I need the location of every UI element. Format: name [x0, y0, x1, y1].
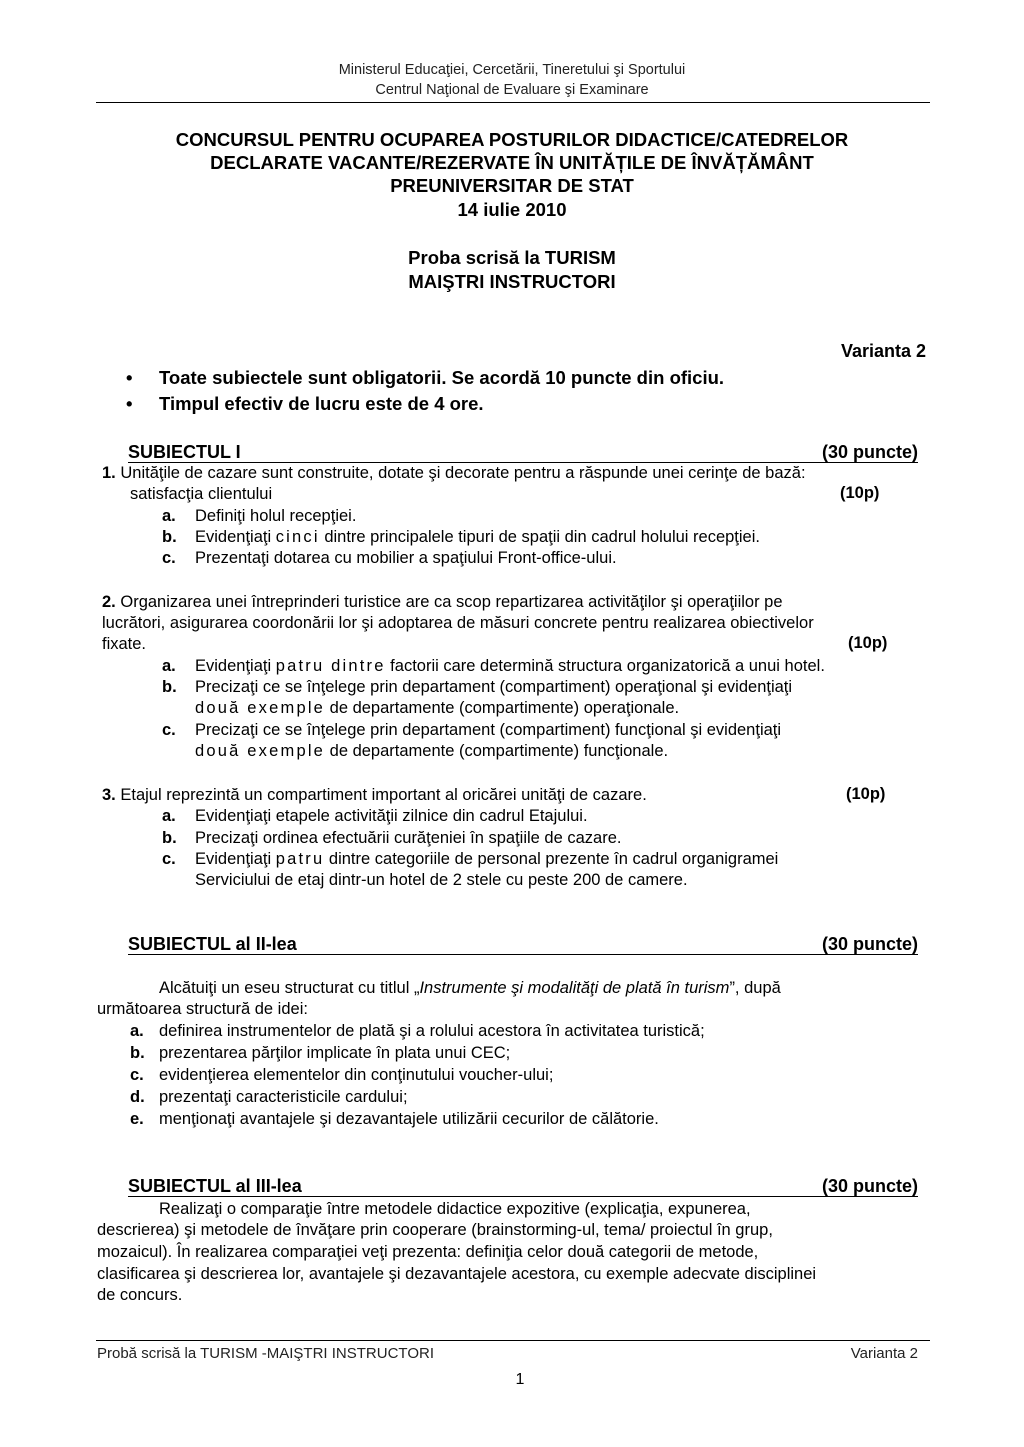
question-2-item-b-line-2: două exemple de departamente (compartimente) operaţionale. — [195, 699, 680, 717]
question-3-item-c-line-2: Serviciului de etaj dintr-un hotel de 2 stele cu peste 200 de camere. — [195, 871, 688, 889]
essay-item-letter: a. — [130, 1022, 144, 1040]
question-2-line-3: fixate. — [102, 635, 147, 653]
essay-item: definirea instrumentelor de plată şi a rolului acestora în activitatea turistică; — [159, 1022, 705, 1040]
bullet-icon: • — [126, 367, 133, 388]
title-line-1: CONCURSUL PENTRU OCUPAREA POSTURILOR DIDACTICE/CATEDRELOR — [175, 129, 849, 150]
essay-item: prezentarea părţilor implicate în plata unui CEC; — [159, 1044, 511, 1062]
essay-instruction-line-2: următoarea structură de idei: — [97, 1000, 308, 1018]
essay-item-letter: b. — [130, 1044, 145, 1062]
comparison-line: mozaicul). În realizarea comparaţiei veţi prezenta: definiţia celor două categorii de metode, — [97, 1243, 759, 1261]
question-1-item-a-text: Definiţi holul recepţiei. — [195, 507, 357, 525]
question-points: (10p) — [846, 785, 886, 803]
essay-instruction: Alcătuiţi un eseu structurat cu titlul „Instrumente şi modalităţi de plată în turism”, după — [159, 979, 781, 997]
question-2-item-b-text: Precizaţi ce se înţelege prin departament (compartiment) operaţional şi evidenţiaţi — [195, 678, 793, 696]
essay-item: evidenţierea elementelor din conţinutului voucher-ului; — [159, 1066, 554, 1084]
question-2-item-c-line-2: două exemple de departamente (compartimente) funcţionale. — [195, 742, 669, 760]
bullet-icon: • — [126, 393, 133, 414]
question-2-item-a: a. — [162, 657, 176, 675]
question-2-item-b: b. — [162, 678, 177, 696]
header-center: Centrul Naţional de Evaluare şi Examinare — [375, 82, 649, 98]
exam-subject: Proba scrisă la TURISM — [408, 247, 616, 268]
page-number: 1 — [515, 1371, 525, 1388]
section-points: (30 puncte) — [821, 934, 918, 954]
question-2-line-2: lucrători, asigurarea coordonării lor şi adoptarea de măsuri concrete pentru realizarea obiectivelor — [102, 614, 814, 632]
question-1: 1. Unităţile de cazare sunt construite, dotate şi decorate pentru a răspunde unei cerinţe de bază: — [102, 464, 806, 482]
exam-category: MAIŞTRI INSTRUCTORI — [408, 271, 616, 292]
question-2: 2. Organizarea unei întreprinderi turistice are ca scop repartizarea activităţilor şi operaţiilor pe — [102, 593, 783, 611]
question-1-item-c-text: Prezentaţi dotarea cu mobilier a spaţiului Front-office-ului. — [195, 549, 617, 567]
question-3-item-c-text: Evidenţiaţi patru dintre categoriile de personal prezente în cadrul organigramei — [195, 850, 779, 868]
section-header-3 — [128, 1174, 918, 1197]
question-3-item-b-text: Precizaţi ordinea efectuării curăţeniei în spaţiile de cazare. — [195, 829, 622, 847]
rule-item: • Timpul efectiv de lucru este de 4 ore. — [126, 393, 484, 414]
question-1-line-2: satisfacţia clientului — [130, 485, 273, 503]
essay-item: prezentaţi caracteristicile cardului; — [159, 1088, 408, 1106]
essay-item-letter: c. — [130, 1066, 144, 1084]
footer-divider — [96, 1340, 930, 1341]
question-1-item-a: a. — [162, 507, 176, 525]
comparison-line: descrierea) şi metodele de învăţare prin cooperare (brainstorming-ul, tema/ proiectul în grup, — [97, 1221, 773, 1239]
title-line-3: PREUNIVERSITAR DE STAT — [390, 175, 634, 196]
question-2-item-c-text: Precizaţi ce se înţelege prin departament (compartiment) funcţional şi evidenţiaţi — [195, 721, 782, 739]
section-title: SUBIECTUL al II-lea — [128, 934, 297, 954]
header-divider — [96, 102, 930, 103]
question-3-item-a-text: Evidenţiaţi etapele activităţii zilnice din cadrul Etajului. — [195, 807, 588, 825]
exam-date: 14 iulie 2010 — [457, 199, 567, 220]
section-points: (30 puncte) — [821, 1176, 918, 1196]
essay-item: menţionaţi avantajele şi dezavantajele utilizării cecurilor de călătorie. — [159, 1110, 659, 1128]
question-1-item-b-text: Evidenţiaţi cinci dintre principalele tipuri de spaţii din cadrul holului recepţiei. — [195, 528, 760, 546]
essay-item-letter: e. — [130, 1110, 144, 1128]
question-points: (10p) — [848, 634, 888, 652]
variant-label: Varianta 2 — [840, 341, 926, 361]
question-2-item-c: c. — [162, 721, 176, 739]
comparison-line: clasificarea şi descrierea lor, avantajele şi dezavantajele acestora, cu exemple adecvate disciplinei — [97, 1265, 817, 1283]
question-1-item-c: c. — [162, 549, 176, 567]
question-3-item-c: c. — [162, 850, 176, 868]
section-header-1 — [128, 440, 918, 463]
question-3-item-a: a. — [162, 807, 176, 825]
essay-item-letter: d. — [130, 1088, 145, 1106]
section-points: (30 puncte) — [821, 442, 918, 462]
question-3: 3. Etajul reprezintă un compartiment important al oricărei unităţi de cazare. — [102, 786, 647, 804]
comparison-line: Realizaţi o comparaţie între metodele didactice expozitive (explicaţia, expunerea, — [159, 1200, 751, 1218]
section-title: SUBIECTUL al III-lea — [128, 1176, 302, 1196]
rule-item: • Toate subiectele sunt obligatorii. Se acordă 10 puncte din oficiu. — [126, 367, 725, 388]
question-3-item-b: b. — [162, 829, 177, 847]
question-1-item-b: b. — [162, 528, 177, 546]
footer-variant: Varianta 2 — [850, 1345, 918, 1362]
question-2-item-a-text: Evidenţiaţi patru dintre factorii care determină structura organizatorică a unui hotel. — [195, 657, 825, 675]
header-ministry: Ministerul Educaţiei, Cercetării, Tineretului şi Sportului — [338, 62, 686, 78]
comparison-line: de concurs. — [97, 1286, 183, 1304]
question-points: (10p) — [840, 484, 880, 502]
section-title: SUBIECTUL I — [128, 442, 241, 462]
title-line-2: DECLARATE VACANTE/REZERVATE ÎN UNITĂȚILE DE ÎNVĂȚĂMÂNT — [210, 152, 814, 173]
section-header-2 — [128, 932, 918, 955]
footer-left: Probă scrisă la TURISM -MAIŞTRI INSTRUCTORI — [97, 1345, 434, 1362]
